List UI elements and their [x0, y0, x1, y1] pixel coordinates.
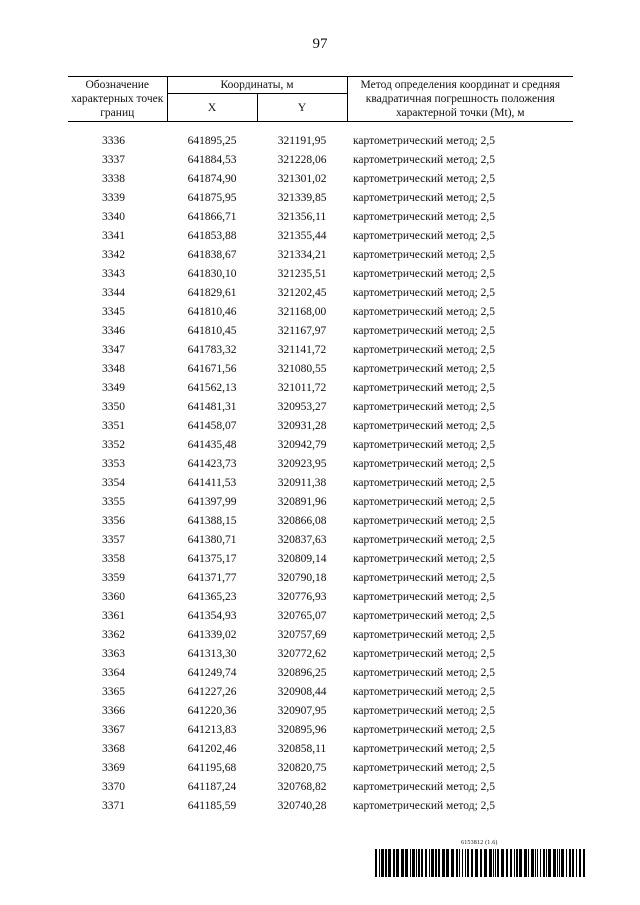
barcode-bar: [572, 849, 574, 877]
table-row: [68, 702, 573, 721]
coord-x: 641213,83: [187, 724, 237, 736]
header-x: X: [167, 94, 257, 122]
method-cell: картометрический метод; 2,5: [353, 420, 496, 432]
barcode-bar: [540, 849, 541, 877]
barcode-bar: [506, 849, 508, 877]
coord-y: 320866,08: [277, 515, 327, 527]
coord-x: 641562,13: [187, 382, 237, 394]
method-cell: картометрический метод; 2,5: [353, 458, 496, 470]
coord-x: 641354,93: [187, 610, 237, 622]
barcode-bar: [475, 849, 478, 877]
barcode-bar: [501, 849, 504, 877]
barcode-bar: [484, 849, 487, 877]
point-id: 3348: [102, 363, 125, 375]
barcode-bar: [396, 849, 399, 877]
barcode-bar: [493, 849, 494, 877]
barcode-bar: [471, 849, 473, 877]
barcode-bar: [548, 849, 551, 877]
coord-x: 641375,17: [187, 553, 237, 565]
table-row: [68, 493, 573, 512]
coord-y: 321168,00: [277, 306, 327, 318]
table-row: [68, 436, 573, 455]
barcode-bar: [553, 849, 556, 877]
coord-y: 320776,93: [277, 591, 327, 603]
table-row: [68, 322, 573, 341]
barcode-bar: [559, 849, 560, 877]
table-row: [68, 151, 573, 170]
point-id: 3341: [102, 230, 125, 242]
coord-y: 320896,25: [277, 667, 327, 679]
barcode-bar: [480, 849, 482, 877]
coord-x: 641185,59: [187, 800, 237, 812]
point-id: 3371: [102, 800, 125, 812]
method-cell: картометрический метод; 2,5: [353, 230, 496, 242]
barcode-bar: [514, 849, 515, 877]
method-cell: картометрический метод; 2,5: [353, 686, 496, 698]
coord-x: 641220,36: [187, 705, 237, 717]
point-id: 3350: [102, 401, 125, 413]
barcode-bar: [412, 849, 415, 877]
coord-y: 320931,28: [277, 420, 327, 432]
method-cell: картометрический метод; 2,5: [353, 610, 496, 622]
table-row: [68, 417, 573, 436]
table-row: [68, 512, 573, 531]
coord-x: 641227,26: [187, 686, 237, 698]
barcode-bar: [431, 849, 434, 877]
barcode-bar: [489, 849, 492, 877]
table-row: [68, 170, 573, 189]
method-cell: картометрический метод; 2,5: [353, 800, 496, 812]
barcode-bar: [456, 849, 458, 877]
table-row: [68, 303, 573, 322]
point-id: 3356: [102, 515, 125, 527]
barcode-bar: [438, 849, 440, 877]
barcode-bar: [405, 849, 408, 877]
coord-y: 320837,63: [277, 534, 327, 546]
method-cell: картометрический метод; 2,5: [353, 705, 496, 717]
table-row: [68, 664, 573, 683]
coord-x: 641195,68: [187, 762, 237, 774]
barcode-bar: [561, 849, 564, 877]
coord-x: 641866,71: [187, 211, 237, 223]
table-row: [68, 740, 573, 759]
table-row: [68, 398, 573, 417]
barcode-bar: [531, 849, 534, 877]
method-cell: картометрический метод; 2,5: [353, 553, 496, 565]
coord-y: 320820,75: [277, 762, 327, 774]
barcode-bar: [385, 849, 387, 877]
coord-y: 321080,55: [277, 363, 327, 375]
barcode-bar: [429, 849, 430, 877]
coord-y: 320790,18: [277, 572, 327, 584]
point-id: 3352: [102, 439, 125, 451]
point-id: 3358: [102, 553, 125, 565]
method-cell: картометрический метод; 2,5: [353, 648, 496, 660]
header-y: Y: [257, 94, 347, 122]
method-cell: картометрический метод; 2,5: [353, 325, 496, 337]
barcode-bar: [497, 849, 499, 877]
barcode-bar: [510, 849, 512, 877]
method-cell: картометрический метод; 2,5: [353, 591, 496, 603]
point-id: 3361: [102, 610, 125, 622]
method-cell: картометрический метод; 2,5: [353, 135, 496, 147]
table-row: [68, 360, 573, 379]
point-id: 3360: [102, 591, 125, 603]
method-cell: картометрический метод; 2,5: [353, 306, 496, 318]
table-row: [68, 797, 573, 816]
table-row: [68, 341, 573, 360]
table-row: [68, 208, 573, 227]
barcode-bar: [519, 849, 522, 877]
table-row: [68, 227, 573, 246]
point-id: 3349: [102, 382, 125, 394]
coord-x: 641388,15: [187, 515, 237, 527]
barcode-bar: [535, 849, 536, 877]
method-cell: картометрический метод; 2,5: [353, 249, 496, 261]
point-id: 3357: [102, 534, 125, 546]
coord-x: 641810,45: [187, 325, 237, 337]
point-id: 3367: [102, 724, 125, 736]
barcode-bar: [401, 849, 404, 877]
table-row: [68, 550, 573, 569]
barcode-bar: [495, 849, 496, 877]
barcode-bar: [421, 849, 423, 877]
barcode-bar: [566, 849, 567, 877]
point-id: 3339: [102, 192, 125, 204]
point-id: 3355: [102, 496, 125, 508]
method-cell: картометрический метод; 2,5: [353, 154, 496, 166]
point-id: 3363: [102, 648, 125, 660]
coord-y: 320858,11: [277, 743, 327, 755]
coord-x: 641411,53: [187, 477, 237, 489]
barcode-bar: [381, 849, 384, 877]
method-cell: картометрический метод; 2,5: [353, 762, 496, 774]
header-method: Метод определения координат и средняя квадратичная погрешность положения характерной точки (Mt), м: [347, 77, 573, 122]
coord-y: 321011,72: [277, 382, 327, 394]
coordinates-table: [68, 76, 573, 816]
point-id: 3366: [102, 705, 125, 717]
table-row: [68, 759, 573, 778]
barcode-bar: [418, 849, 420, 877]
coord-y: 321167,97: [277, 325, 327, 337]
coord-y: 320757,69: [277, 629, 327, 641]
coord-x: 641829,61: [187, 287, 237, 299]
method-cell: картометрический метод; 2,5: [353, 534, 496, 546]
coord-x: 641371,77: [187, 572, 237, 584]
coord-x: 641187,24: [187, 781, 237, 793]
coord-y: 320809,14: [277, 553, 327, 565]
table-row: [68, 778, 573, 797]
coord-x: 641365,23: [187, 591, 237, 603]
coord-y: 321301,02: [277, 173, 327, 185]
point-id: 3364: [102, 667, 125, 679]
coord-x: 641810,46: [187, 306, 237, 318]
barcode-bar: [425, 849, 427, 877]
header-designation: Обозначение характерных точек границ: [68, 77, 167, 122]
barcode-bar: [446, 849, 449, 877]
point-id: 3369: [102, 762, 125, 774]
method-cell: картометрический метод; 2,5: [353, 439, 496, 451]
barcode-bar: [465, 849, 466, 877]
coord-x: 641313,30: [187, 648, 237, 660]
coord-y: 320923,95: [277, 458, 327, 470]
coord-y: 320942,79: [277, 439, 327, 451]
point-id: 3344: [102, 287, 125, 299]
barcode-bar: [435, 849, 437, 877]
coord-x: 641380,71: [187, 534, 237, 546]
barcode-bar: [579, 849, 581, 877]
point-id: 3368: [102, 743, 125, 755]
coord-x: 641249,74: [187, 667, 237, 679]
coord-y: 320768,82: [277, 781, 327, 793]
coord-y: 321141,72: [277, 344, 327, 356]
barcode-bar: [543, 849, 545, 877]
barcode-bar: [459, 849, 460, 877]
table-row: [68, 645, 573, 664]
method-cell: картометрический метод; 2,5: [353, 515, 496, 527]
point-id: 3343: [102, 268, 125, 280]
coord-y: 320891,96: [277, 496, 327, 508]
coord-y: 320907,95: [277, 705, 327, 717]
method-cell: картометрический метод; 2,5: [353, 287, 496, 299]
point-id: 3340: [102, 211, 125, 223]
barcode-bar: [583, 849, 585, 877]
barcode-bar: [416, 849, 417, 877]
method-cell: картометрический метод; 2,5: [353, 363, 496, 375]
point-id: 3354: [102, 477, 125, 489]
method-cell: картометрический метод; 2,5: [353, 268, 496, 280]
coord-x: 641481,31: [187, 401, 237, 413]
barcode-bar: [546, 849, 547, 877]
table-row: [68, 474, 573, 493]
table-row: [68, 246, 573, 265]
coord-y: 320953,27: [277, 401, 327, 413]
coord-y: 320740,28: [277, 800, 327, 812]
method-cell: картометрический метод; 2,5: [353, 477, 496, 489]
coord-x: 641783,32: [187, 344, 237, 356]
method-cell: картометрический метод; 2,5: [353, 781, 496, 793]
coord-y: 320772,62: [277, 648, 327, 660]
point-id: 3370: [102, 781, 125, 793]
barcode-bar: [557, 849, 558, 877]
table-row: [68, 265, 573, 284]
coord-y: 321356,11: [277, 211, 327, 223]
table-row: [68, 626, 573, 645]
point-id: 3338: [102, 173, 125, 185]
point-id: 3342: [102, 249, 125, 261]
coord-y: 321235,51: [277, 268, 327, 280]
barcode-caption: 6153812 (1.6): [461, 840, 498, 846]
coord-x: 641884,53: [187, 154, 237, 166]
method-cell: картометрический метод; 2,5: [353, 667, 496, 679]
coord-x: 641830,10: [187, 268, 237, 280]
table-row: [68, 607, 573, 626]
method-cell: картометрический метод; 2,5: [353, 629, 496, 641]
barcode-bar: [462, 849, 463, 877]
coord-x: 641853,88: [187, 230, 237, 242]
coord-y: 321228,06: [277, 154, 327, 166]
coord-x: 641202,46: [187, 743, 237, 755]
method-cell: картометрический метод; 2,5: [353, 382, 496, 394]
table-row: [68, 721, 573, 740]
barcode-bar: [537, 849, 538, 877]
table-row: [68, 189, 573, 208]
coord-y: 321339,85: [277, 192, 327, 204]
method-cell: картометрический метод; 2,5: [353, 192, 496, 204]
coord-y: 320911,38: [277, 477, 327, 489]
point-id: 3351: [102, 420, 125, 432]
header-coordinates: Координаты, м: [167, 77, 347, 94]
table-row: [68, 588, 573, 607]
coord-x: 641339,02: [187, 629, 237, 641]
method-cell: картометрический метод; 2,5: [353, 401, 496, 413]
method-cell: картометрический метод; 2,5: [353, 173, 496, 185]
coord-x: 641671,56: [187, 363, 237, 375]
barcode-bar: [388, 849, 391, 877]
barcode-bar: [516, 849, 518, 877]
table-row: [68, 284, 573, 303]
coord-x: 641458,07: [187, 420, 237, 432]
coord-y: 321202,45: [277, 287, 327, 299]
coord-y: 321191,95: [277, 135, 327, 147]
coord-x: 641875,95: [187, 192, 237, 204]
point-id: 3337: [102, 154, 125, 166]
point-id: 3345: [102, 306, 125, 318]
coord-y: 320765,07: [277, 610, 327, 622]
coord-y: 321355,44: [277, 230, 327, 242]
point-id: 3347: [102, 344, 125, 356]
coord-x: 641423,73: [187, 458, 237, 470]
barcode-bar: [576, 849, 577, 877]
barcode-bar: [451, 849, 454, 877]
method-cell: картометрический метод; 2,5: [353, 572, 496, 584]
barcode-bar: [379, 849, 380, 877]
method-cell: картометрический метод; 2,5: [353, 344, 496, 356]
method-cell: картометрический метод; 2,5: [353, 743, 496, 755]
barcode-bar: [410, 849, 411, 877]
barcode-bar: [524, 849, 527, 877]
barcode-bar: [528, 849, 529, 877]
table-row: [68, 569, 573, 588]
barcode-bar: [375, 849, 377, 877]
coord-x: 641874,90: [187, 173, 237, 185]
coord-x: 641895,25: [187, 135, 237, 147]
barcode: [375, 849, 588, 877]
point-id: 3353: [102, 458, 125, 470]
coord-y: 320895,96: [277, 724, 327, 736]
table-row: [68, 531, 573, 550]
coord-y: 320908,44: [277, 686, 327, 698]
table-row: [68, 379, 573, 398]
table-row: [68, 455, 573, 474]
coord-x: 641435,48: [187, 439, 237, 451]
point-id: 3365: [102, 686, 125, 698]
point-id: 3336: [102, 135, 125, 147]
point-id: 3346: [102, 325, 125, 337]
method-cell: картометрический метод; 2,5: [353, 496, 496, 508]
point-id: 3362: [102, 629, 125, 641]
coord-y: 321334,21: [277, 249, 327, 261]
barcode-bar: [393, 849, 395, 877]
barcode-bar: [442, 849, 445, 877]
coord-x: 641397,99: [187, 496, 237, 508]
method-cell: картометрический метод; 2,5: [353, 724, 496, 736]
barcode-bar: [467, 849, 469, 877]
barcode-bar: [569, 849, 571, 877]
page-number: 97: [312, 36, 328, 52]
table-row: [68, 132, 573, 151]
point-id: 3359: [102, 572, 125, 584]
method-cell: картометрический метод; 2,5: [353, 211, 496, 223]
coord-x: 641838,67: [187, 249, 237, 261]
table-row: [68, 683, 573, 702]
